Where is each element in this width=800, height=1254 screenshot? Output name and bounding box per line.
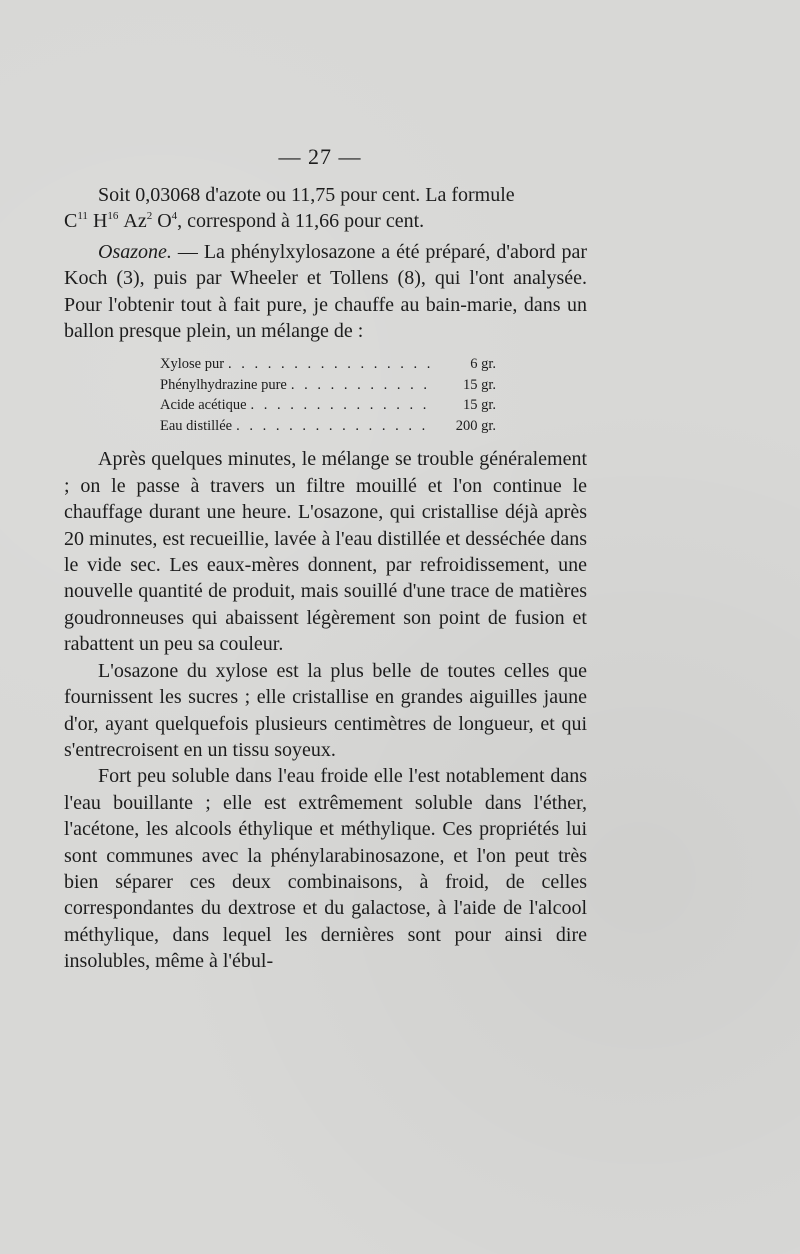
recipe-row xyxy=(160,416,496,437)
recipe-list xyxy=(160,354,496,436)
recipe-quantity: 15 gr. xyxy=(462,397,496,414)
formula-az: Az xyxy=(123,210,147,233)
formula-h: H xyxy=(92,210,108,233)
body-text xyxy=(64,182,587,975)
formula-o-sub: 4 xyxy=(171,210,178,223)
leader-dots xyxy=(291,375,434,396)
osazone-paragraph xyxy=(64,239,587,345)
recipe-row xyxy=(160,395,496,416)
recipe-ingredient: Phénylhydrazine pure xyxy=(160,376,287,393)
formula-o: O xyxy=(157,210,172,233)
osazone-heading: Osazone. xyxy=(98,240,172,263)
recipe-ingredient: Eau distillée xyxy=(160,417,233,434)
intro-paragraph xyxy=(64,182,587,235)
formula-c: C xyxy=(64,210,78,233)
paragraph-solubility: Fort peu soluble dans l'eau froide elle l'est notablement dans l'eau bouillante ; elle est extrêmement soluble dans l'éther, l'acétone, les alcools éthylique et méthylique. Ces propriétés lui sont communes avec la phénylarabinosazone, et l'on peut très bien séparer ces deux combinaisons, à froid, de celles correspondantes du dextrose et du galactose, à l'aide de l'alcool méthylique, dans lequel les dernières sont pour ainsi dire insolubles, même à l'ébul- xyxy=(64,765,587,973)
paragraph-description: L'osazone du xylose est la plus belle de toutes celles que fournissent les sucres ; elle cristallise en grandes aiguilles jaune d'or, ayant quelquefois plusieurs centimètres de longueur, et qui s'entrecroisent en un tissu soyeux. xyxy=(64,659,587,761)
page-number: — 27 — xyxy=(278,144,362,169)
leader-dots xyxy=(236,416,434,437)
formula-az-sub: 2 xyxy=(146,210,153,223)
formula-c-sub: 11 xyxy=(77,210,88,223)
leader-dots xyxy=(251,395,434,416)
recipe-row xyxy=(160,354,496,375)
recipe-row xyxy=(160,375,496,396)
recipe-quantity: 15 gr. xyxy=(462,376,496,393)
intro-line1: Soit 0,03068 d'azote ou 11,75 pour cent. La formule xyxy=(98,184,515,206)
recipe-quantity: 200 gr. xyxy=(455,417,496,434)
recipe-ingredient: Xylose pur xyxy=(160,356,225,373)
recipe-quantity: 6 gr. xyxy=(470,356,496,373)
osazone-text: — La phénylxylosazone a été préparé, d'abord par Koch (3), puis par Wheeler et Tollens (8), qui l'ont analysée. Pour l'obtenir tout à fait pure, je chauffe au bain-marie, dans un ballon presque plein, un mélange de : xyxy=(64,240,587,343)
recipe-ingredient: Acide acétique xyxy=(160,397,247,414)
paragraph-preparation: Après quelques minutes, le mélange se trouble généralement ; on le passe à travers un filtre mouillé et l'on continue le chauffage durant une heure. L'osazone, qui cristallise déjà après 20 minutes, est recueillie, lavée à l'eau distillée et desséchée dans le vide sec. Les eaux-mères donnent, par refroidissement, une nouvelle quantité de produit, mais souillé d'une trace de matières goudronneuses qui abaissent légèrement son point de fusion et rabattent un peu sa couleur. xyxy=(64,448,587,656)
formula-h-sub: 16 xyxy=(107,210,119,223)
formula xyxy=(64,210,177,232)
leader-dots xyxy=(228,354,434,375)
intro-line2-rest: , correspond à 11,66 pour cent. xyxy=(177,210,425,233)
